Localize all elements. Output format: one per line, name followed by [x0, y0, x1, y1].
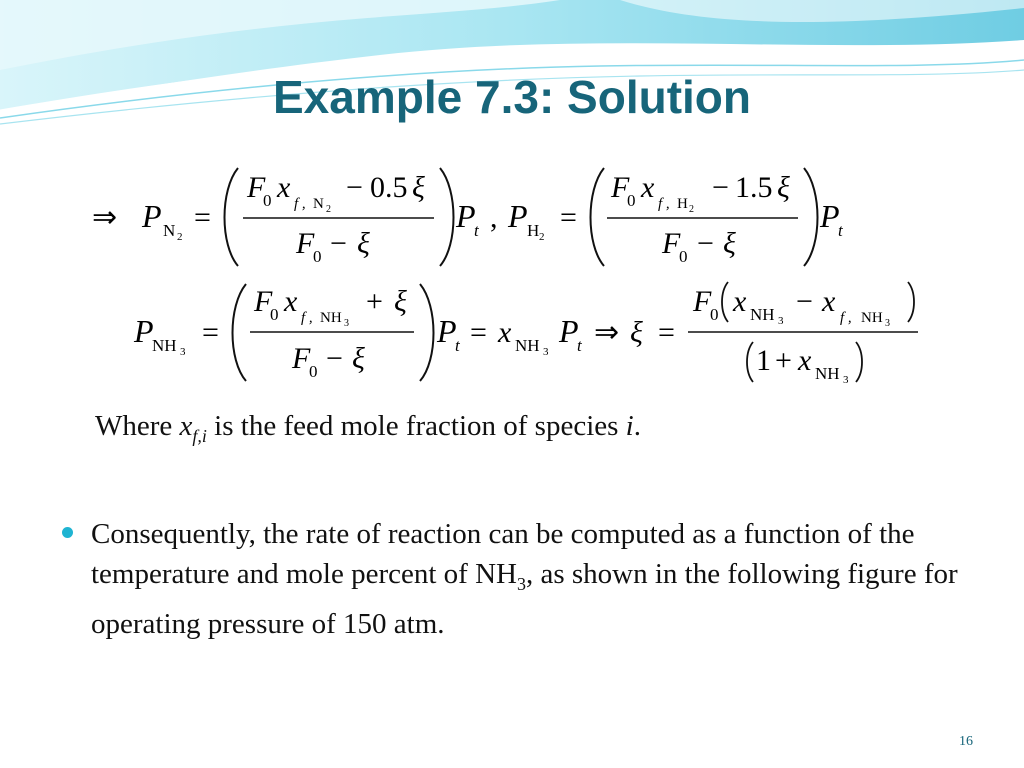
subscript-t: t	[838, 221, 843, 240]
subscript-f: f ,	[840, 310, 852, 326]
subscript-NH: NH	[320, 310, 342, 326]
mole-fraction-x: x	[798, 344, 812, 377]
left-paren	[722, 282, 728, 322]
equals-sign: =	[470, 316, 487, 349]
subscript-t: t	[474, 221, 479, 240]
subscript-NH: NH	[515, 336, 540, 355]
slide-title: Example 7.3: Solution	[273, 71, 751, 123]
subscript-N: N	[163, 221, 176, 240]
implies-symbol-1: ⇒	[92, 201, 118, 234]
xi-symbol: ξ	[630, 316, 643, 349]
mole-fraction-x: x	[641, 171, 655, 204]
bullet-part2: , as shown in the following figure for operating pressure of 150 atm.	[91, 558, 958, 640]
feed-F: F	[296, 227, 315, 260]
comma: ,	[490, 201, 498, 234]
coefficient-0.5: 0.5	[370, 171, 408, 204]
pressure-symbol: P	[134, 313, 154, 349]
subscript-0: 0	[313, 247, 322, 266]
subscript-H: H	[677, 196, 688, 212]
bullet-text	[91, 514, 992, 644]
subscript-0: 0	[270, 305, 279, 324]
subscript-0: 0	[263, 191, 272, 210]
coefficient-1.5: 1.5	[735, 171, 773, 204]
subscript-2: 2	[326, 204, 331, 215]
where-middle: is the feed mole fraction of species	[206, 410, 626, 442]
left-paren	[225, 168, 239, 266]
xi-symbol: ξ	[394, 285, 407, 318]
feed-F: F	[662, 227, 681, 260]
minus-sign: −	[712, 171, 729, 204]
subscript-t: t	[577, 336, 582, 355]
where-end: .	[633, 410, 641, 442]
right-paren	[908, 282, 914, 322]
left-paren	[233, 284, 247, 381]
pressure-symbol: P	[437, 313, 457, 349]
right-paren	[440, 168, 454, 266]
minus-sign: −	[326, 342, 343, 375]
plus-sign: +	[366, 285, 383, 318]
feed-F: F	[247, 171, 266, 204]
plus-sign: +	[775, 344, 792, 377]
bullet-item	[62, 514, 992, 644]
subscript-0: 0	[710, 305, 719, 324]
equals-sign: =	[194, 201, 211, 234]
minus-sign: −	[697, 227, 714, 260]
minus-sign: −	[796, 285, 813, 318]
equals-sign: =	[658, 316, 675, 349]
xi-symbol: ξ	[777, 171, 790, 204]
pressure-symbol: P	[508, 198, 528, 234]
right-paren	[420, 284, 434, 381]
subscript-0: 0	[627, 191, 636, 210]
where-species: i	[625, 410, 634, 442]
feed-F: F	[292, 342, 311, 375]
mole-fraction-x: x	[733, 285, 747, 318]
feed-F: F	[254, 285, 273, 318]
subscript-N: N	[313, 196, 324, 212]
minus-sign: −	[346, 171, 363, 204]
subscript-f: f ,	[294, 196, 306, 212]
subscript-3: 3	[885, 318, 890, 329]
bullet-part1: Consequently, the rate of reaction can be computed as a function of the temperature and mole percent of NH	[91, 518, 915, 590]
equals-sign: =	[560, 201, 577, 234]
subscript-NH: NH	[861, 310, 883, 326]
subscript-0: 0	[309, 362, 318, 381]
page-number: 16	[959, 734, 973, 749]
where-sub: f,i	[192, 425, 207, 446]
subscript-3: 3	[778, 315, 784, 327]
left-paren	[747, 342, 753, 382]
subscript-2: 2	[539, 231, 545, 243]
mole-fraction-x: x	[277, 171, 291, 204]
number-one: 1	[756, 344, 771, 377]
pressure-symbol: P	[820, 198, 840, 234]
pressure-symbol: P	[142, 198, 162, 234]
implies-symbol-2: ⇒	[594, 316, 620, 349]
right-paren	[804, 168, 818, 266]
subscript-3: 3	[180, 346, 186, 358]
subscript-3: 3	[543, 346, 549, 358]
where-var: x	[179, 410, 193, 442]
subscript-2: 2	[689, 204, 694, 215]
where-prefix: Where	[95, 410, 180, 442]
xi-symbol: ξ	[357, 227, 370, 260]
subscript-NH: NH	[152, 336, 177, 355]
right-paren	[856, 342, 862, 382]
feed-F: F	[693, 285, 712, 318]
equals-sign: =	[202, 316, 219, 349]
subscript-NH: NH	[815, 364, 840, 383]
mole-fraction-x: x	[284, 285, 298, 318]
pressure-symbol: P	[456, 198, 476, 234]
subscript-0: 0	[679, 247, 688, 266]
subscript-H: H	[527, 221, 540, 240]
bullet-dot-icon	[62, 527, 73, 538]
subscript-t: t	[455, 336, 460, 355]
pressure-symbol: P	[559, 313, 579, 349]
xi-symbol: ξ	[352, 342, 365, 375]
mole-fraction-x: x	[498, 316, 512, 349]
subscript-3: 3	[344, 318, 349, 329]
xi-symbol: ξ	[412, 171, 425, 204]
where-line	[95, 410, 641, 447]
subscript-f: f ,	[658, 196, 670, 212]
subscript-3: 3	[843, 374, 849, 386]
minus-sign: −	[330, 227, 347, 260]
bullet-sub: 3	[516, 573, 526, 594]
feed-F: F	[611, 171, 630, 204]
left-paren	[591, 168, 605, 266]
xi-symbol: ξ	[723, 227, 736, 260]
subscript-f: f ,	[301, 310, 313, 326]
mole-fraction-x: x	[822, 285, 836, 318]
subscript-NH: NH	[750, 305, 775, 324]
subscript-2: 2	[177, 231, 183, 243]
